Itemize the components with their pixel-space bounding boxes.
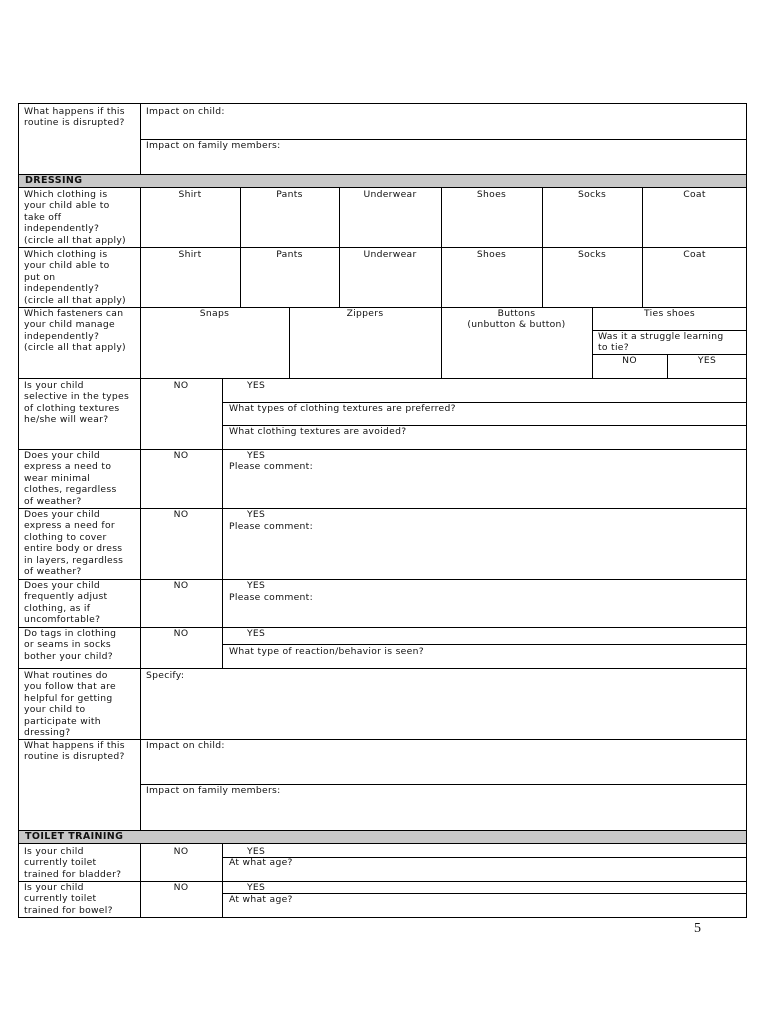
dressing-impact-family-label: Impact on family members: (146, 785, 281, 796)
dressing-section-title: DRESSING (25, 175, 83, 186)
routines-question: What routines do you follow that are helpful for getting your child to participate with dressing? (24, 670, 116, 739)
cover-body-question: Does your child express a need for clothing to cover entire body or dress in layers, regardless of weather? (24, 509, 124, 578)
cover-comment-label: Please comment: (229, 521, 313, 532)
divider (18, 449, 747, 450)
form-table (18, 103, 747, 918)
divider (18, 247, 747, 248)
fastener-zippers[interactable]: Zippers (346, 308, 384, 319)
divider (222, 644, 747, 645)
divider (18, 378, 747, 379)
routine-disrupted-question: What happens if this routine is disrupted? (24, 106, 125, 129)
toilet-section-header (19, 831, 746, 843)
fasteners-question: Which fasteners can your child manage independently? (circle all that apply) (24, 308, 126, 354)
put-on-shirt[interactable]: Shirt (178, 249, 202, 260)
take-off-socks[interactable]: Socks (577, 189, 607, 200)
page-number: 5 (694, 921, 701, 936)
dressing-section-header (19, 175, 746, 187)
divider (222, 857, 747, 858)
bowel-yes[interactable]: YES (247, 882, 266, 893)
fastener-ties-shoes[interactable]: Ties shoes (644, 308, 695, 319)
minimal-yes[interactable]: YES (247, 450, 266, 461)
tie-struggle-no[interactable]: NO (622, 355, 637, 366)
bowel-age-label: At what age? (229, 894, 293, 905)
divider (18, 739, 747, 740)
take-off-question: Which clothing is your child able to take off independently? (circle all that apply) (24, 189, 126, 246)
divider (18, 627, 747, 628)
put-on-coat[interactable]: Coat (683, 249, 706, 260)
divider (18, 187, 747, 188)
divider (18, 668, 747, 669)
take-off-pants[interactable]: Pants (276, 189, 303, 200)
adjust-yes[interactable]: YES (247, 580, 266, 591)
textures-no[interactable]: NO (173, 380, 189, 391)
minimal-comment-label: Please comment: (229, 461, 313, 472)
divider (18, 579, 747, 580)
dressing-disrupted-question: What happens if this routine is disrupted? (24, 740, 125, 763)
bladder-age-label: At what age? (229, 857, 293, 868)
put-on-socks[interactable]: Socks (577, 249, 607, 260)
bladder-yes[interactable]: YES (247, 846, 266, 857)
divider (140, 668, 141, 830)
textures-yes[interactable]: YES (247, 380, 266, 391)
cover-yes[interactable]: YES (247, 509, 266, 520)
divider (18, 843, 747, 844)
divider (222, 893, 747, 894)
cover-no[interactable]: NO (173, 509, 189, 520)
bladder-no[interactable]: NO (173, 846, 189, 857)
impact-on-child-label: Impact on child: (146, 106, 225, 117)
dressing-impact-child-label: Impact on child: (146, 740, 225, 751)
impact-on-family-label: Impact on family members: (146, 140, 281, 151)
put-on-pants[interactable]: Pants (276, 249, 303, 260)
tags-no[interactable]: NO (173, 628, 189, 639)
adjust-no[interactable]: NO (173, 580, 189, 591)
tags-question: Do tags in clothing or seams in socks bother your child? (24, 628, 117, 662)
fastener-snaps[interactable]: Snaps (199, 308, 230, 319)
toilet-section-title: TOILET TRAINING (25, 831, 124, 842)
textures-avoided-label: What clothing textures are avoided? (229, 426, 407, 437)
tags-yes[interactable]: YES (247, 628, 266, 639)
textures-question: Is your child selective in the types of clothing textures he/she will wear? (24, 380, 130, 426)
divider (18, 881, 747, 882)
bladder-question: Is your child currently toilet trained for bladder? (24, 846, 122, 880)
adjust-comment-label: Please comment: (229, 592, 313, 603)
tie-struggle-question: Was it a struggle learning to tie? (598, 331, 724, 354)
take-off-coat[interactable]: Coat (683, 189, 706, 200)
routines-specify-label: Specify: (146, 670, 185, 681)
minimal-clothes-question: Does your child express a need to wear minimal clothes, regardless of weather? (24, 450, 117, 507)
minimal-no[interactable]: NO (173, 450, 189, 461)
put-on-shoes[interactable]: Shoes (476, 249, 507, 260)
textures-preferred-label: What types of clothing textures are preferred? (229, 403, 456, 414)
bowel-question: Is your child currently toilet trained for bowel? (24, 882, 113, 916)
take-off-underwear[interactable]: Underwear (363, 189, 417, 200)
divider (222, 378, 223, 449)
tie-struggle-yes[interactable]: YES (697, 355, 717, 366)
fastener-buttons[interactable]: Buttons (unbutton & button) (467, 308, 566, 331)
bowel-no[interactable]: NO (173, 882, 189, 893)
adjust-clothing-question: Does your child frequently adjust clothing, as if uncomfortable? (24, 580, 108, 626)
divider (18, 508, 747, 509)
put-on-question: Which clothing is your child able to put on independently? (circle all that apply) (24, 249, 126, 306)
take-off-shirt[interactable]: Shirt (178, 189, 202, 200)
tags-reaction-label: What type of reaction/behavior is seen? (229, 646, 424, 657)
divider (222, 449, 223, 668)
put-on-underwear[interactable]: Underwear (363, 249, 417, 260)
take-off-shoes[interactable]: Shoes (476, 189, 507, 200)
